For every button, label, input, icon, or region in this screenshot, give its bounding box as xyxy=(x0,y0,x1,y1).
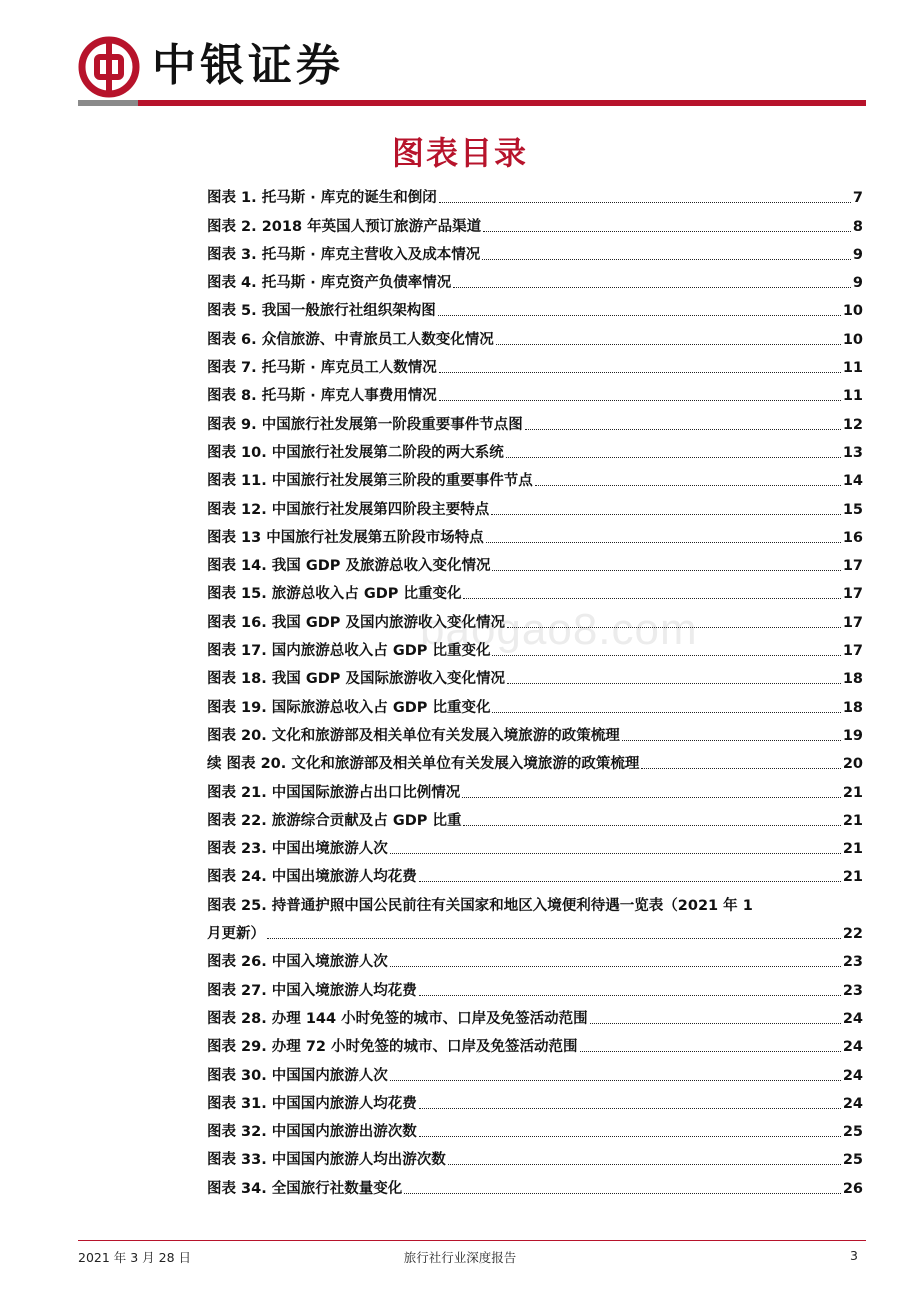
toc-entry-page: 17 xyxy=(842,614,863,631)
toc-entry-label: 图表 5. 我国一般旅行社组织架构图 xyxy=(207,303,436,320)
toc-entry[interactable] xyxy=(207,661,863,689)
dot-leader xyxy=(463,598,840,599)
dot-leader xyxy=(419,995,841,996)
toc-entry-page: 9 xyxy=(852,246,863,263)
toc-entry-label: 续 图表 20. 文化和旅游部及相关单位有关发展入境旅游的政策梳理 xyxy=(207,756,640,773)
toc-entry-page: 21 xyxy=(842,812,863,829)
brand-logo xyxy=(78,34,378,98)
dot-leader xyxy=(390,966,841,967)
toc-entry-label: 图表 18. 我国 GDP 及国际旅游收入变化情况 xyxy=(207,671,505,688)
footer-page-number: 3 xyxy=(850,1248,858,1263)
toc-entry-label: 图表 24. 中国出境旅游人均花费 xyxy=(207,869,417,886)
toc-entry-page: 18 xyxy=(842,671,863,688)
dot-leader xyxy=(463,825,840,826)
dot-leader xyxy=(267,938,841,939)
toc-entry[interactable] xyxy=(207,435,863,463)
dot-leader xyxy=(492,712,840,713)
toc-entry-page: 12 xyxy=(842,416,863,433)
toc-entry[interactable] xyxy=(207,1057,863,1085)
toc-entry-label: 图表 11. 中国旅行社发展第三阶段的重要事件节点 xyxy=(207,473,533,490)
dot-leader xyxy=(419,1136,841,1137)
toc-entry-page: 23 xyxy=(842,954,863,971)
dot-leader xyxy=(462,797,841,798)
toc-entry[interactable] xyxy=(207,746,863,774)
toc-entry[interactable] xyxy=(207,831,863,859)
dot-leader xyxy=(507,683,841,684)
dot-leader xyxy=(453,287,851,288)
header-rule-red xyxy=(138,100,866,106)
toc-entry-label: 图表 27. 中国入境旅游人均花费 xyxy=(207,982,417,999)
toc-entry-label: 图表 23. 中国出境旅游人次 xyxy=(207,841,388,858)
header-rule-gray xyxy=(78,100,138,106)
toc-entry-page: 23 xyxy=(842,982,863,999)
footer-report-title: 旅行社行业深度报告 xyxy=(403,1250,517,1265)
toc-entry-label: 图表 29. 办理 72 小时免签的城市、口岸及免签活动范围 xyxy=(207,1039,578,1056)
toc-entry[interactable] xyxy=(207,378,863,406)
toc-entry[interactable] xyxy=(207,350,863,378)
dot-leader xyxy=(390,1080,841,1081)
toc-entry[interactable] xyxy=(207,520,863,548)
dot-leader xyxy=(525,429,841,430)
toc-entry[interactable] xyxy=(207,718,863,746)
toc-entry[interactable] xyxy=(207,1086,863,1114)
toc-entry-label: 图表 20. 文化和旅游部及相关单位有关发展入境旅游的政策梳理 xyxy=(207,727,620,744)
toc-entry[interactable] xyxy=(207,548,863,576)
dot-leader xyxy=(483,231,851,232)
toc-entry[interactable] xyxy=(207,1029,863,1057)
toc-entry-page: 17 xyxy=(842,643,863,660)
toc-entry-page: 11 xyxy=(842,388,863,405)
toc-entry-label: 图表 13 中国旅行社发展第五阶段市场特点 xyxy=(207,529,484,546)
toc-entry-page: 15 xyxy=(842,501,863,518)
toc-entry-page: 11 xyxy=(842,360,863,377)
dot-leader xyxy=(535,485,841,486)
toc-entry-label: 图表 10. 中国旅行社发展第二阶段的两大系统 xyxy=(207,444,504,461)
toc-entry-label: 图表 7. 托马斯 · 库克员工人数情况 xyxy=(207,360,437,377)
toc-entry[interactable] xyxy=(207,859,863,887)
toc-entry-label: 图表 32. 中国国内旅游出游次数 xyxy=(207,1124,417,1141)
toc-entry-page: 13 xyxy=(842,444,863,461)
toc-entry-label-cont: 月更新） xyxy=(207,926,265,943)
toc-entry-label: 图表 28. 办理 144 小时免签的城市、口岸及免签活动范围 xyxy=(207,1010,588,1027)
toc-entry-page: 26 xyxy=(842,1180,863,1197)
toc-entry-page: 24 xyxy=(842,1095,863,1112)
dot-leader xyxy=(492,570,840,571)
toc-entry-page: 25 xyxy=(842,1152,863,1169)
toc-entry-label: 图表 4. 托马斯 · 库克资产负债率情况 xyxy=(207,275,452,292)
toc-entry-label: 图表 33. 中国国内旅游人均出游次数 xyxy=(207,1152,446,1169)
toc-entry[interactable] xyxy=(207,944,863,972)
dot-leader xyxy=(404,1193,841,1194)
dot-leader xyxy=(419,1108,841,1109)
dot-leader xyxy=(438,315,841,316)
toc-entry[interactable] xyxy=(207,604,863,632)
dot-leader xyxy=(439,400,841,401)
dot-leader xyxy=(507,627,841,628)
brand-name: 中银证券 xyxy=(152,40,344,91)
table-of-figures xyxy=(207,180,863,1199)
toc-entry-label: 图表 16. 我国 GDP 及国内旅游收入变化情况 xyxy=(207,614,505,631)
toc-entry[interactable] xyxy=(207,689,863,717)
toc-entry-page: 21 xyxy=(842,784,863,801)
toc-entry-page: 17 xyxy=(842,586,863,603)
toc-entry-label: 图表 14. 我国 GDP 及旅游总收入变化情况 xyxy=(207,558,491,575)
toc-entry-page: 20 xyxy=(842,756,863,773)
toc-entry[interactable] xyxy=(207,576,863,604)
footer-date: 2021 年 3 月 28 日 xyxy=(78,1250,192,1265)
dot-leader xyxy=(439,202,851,203)
toc-entry-page: 9 xyxy=(852,275,863,292)
toc-entry-page: 21 xyxy=(842,841,863,858)
toc-entry-label: 图表 12. 中国旅行社发展第四阶段主要特点 xyxy=(207,501,490,518)
toc-entry-page: 10 xyxy=(842,331,863,348)
toc-entry[interactable] xyxy=(207,887,863,944)
toc-entry[interactable] xyxy=(207,321,863,349)
toc-entry[interactable] xyxy=(207,406,863,434)
toc-entry[interactable] xyxy=(207,463,863,491)
toc-entry[interactable] xyxy=(207,803,863,831)
toc-entry[interactable] xyxy=(207,1001,863,1029)
dot-leader xyxy=(491,514,841,515)
toc-entry-label: 图表 34. 全国旅行社数量变化 xyxy=(207,1180,403,1197)
toc-entry-page: 25 xyxy=(842,1124,863,1141)
dot-leader xyxy=(492,655,840,656)
toc-entry[interactable] xyxy=(207,633,863,661)
toc-entry[interactable] xyxy=(207,774,863,802)
toc-entry-label: 图表 30. 中国国内旅游人次 xyxy=(207,1067,388,1084)
toc-entry[interactable] xyxy=(207,208,863,236)
toc-title: 图表目录 xyxy=(391,134,528,172)
toc-entry-label: 图表 2. 2018 年英国人预订旅游产品渠道 xyxy=(207,218,482,235)
bank-of-china-logo-icon xyxy=(78,36,140,98)
dot-leader xyxy=(439,372,841,373)
toc-entry[interactable] xyxy=(207,265,863,293)
toc-entry-label: 图表 9. 中国旅行社发展第一阶段重要事件节点图 xyxy=(207,416,523,433)
toc-entry[interactable] xyxy=(207,1170,863,1198)
toc-entry-label: 图表 1. 托马斯 · 库克的诞生和倒闭 xyxy=(207,190,437,207)
toc-entry-page: 10 xyxy=(842,303,863,320)
toc-entry-label: 图表 15. 旅游总收入占 GDP 比重变化 xyxy=(207,586,462,603)
toc-entry-label: 图表 19. 国际旅游总收入占 GDP 比重变化 xyxy=(207,699,491,716)
watermark: baogao8.com xyxy=(420,605,698,654)
toc-entry[interactable] xyxy=(207,491,863,519)
toc-entry[interactable] xyxy=(207,972,863,1000)
toc-entry-page: 19 xyxy=(842,727,863,744)
dot-leader xyxy=(486,542,841,543)
toc-entry[interactable] xyxy=(207,237,863,265)
toc-entry[interactable] xyxy=(207,180,863,208)
dot-leader xyxy=(506,457,841,458)
toc-entry-label: 图表 31. 中国国内旅游人均花费 xyxy=(207,1095,417,1112)
toc-entry-page: 21 xyxy=(842,869,863,886)
dot-leader xyxy=(580,1051,841,1052)
toc-entry-page: 16 xyxy=(842,529,863,546)
toc-entry-label: 图表 8. 托马斯 · 库克人事费用情况 xyxy=(207,388,437,405)
toc-entry-page: 8 xyxy=(852,218,863,235)
dot-leader xyxy=(419,881,841,882)
toc-entry-page: 14 xyxy=(842,473,863,490)
toc-entry[interactable] xyxy=(207,1142,863,1170)
toc-entry-label: 图表 6. 众信旅游、中青旅员工人数变化情况 xyxy=(207,331,494,348)
toc-entry-label: 图表 17. 国内旅游总收入占 GDP 比重变化 xyxy=(207,643,491,660)
toc-entry-page: 24 xyxy=(842,1039,863,1056)
footer-rule xyxy=(78,1240,866,1241)
toc-entry-label: 图表 21. 中国国际旅游占出口比例情况 xyxy=(207,784,461,801)
toc-entry-page: 22 xyxy=(842,926,863,943)
dot-leader xyxy=(482,259,851,260)
toc-entry-page: 7 xyxy=(852,190,863,207)
toc-entry-label: 图表 22. 旅游综合贡献及占 GDP 比重 xyxy=(207,812,462,829)
dot-leader xyxy=(590,1023,841,1024)
dot-leader xyxy=(496,344,841,345)
toc-entry-label: 图表 25. 持普通护照中国公民前往有关国家和地区入境便利待遇一览表（2021 年 1 xyxy=(207,897,753,914)
toc-entry-label: 图表 3. 托马斯 · 库克主营收入及成本情况 xyxy=(207,246,481,263)
dot-leader xyxy=(390,853,841,854)
dot-leader xyxy=(622,740,841,741)
toc-entry-page: 17 xyxy=(842,558,863,575)
toc-entry-page: 18 xyxy=(842,699,863,716)
toc-entry-page: 24 xyxy=(842,1067,863,1084)
dot-leader xyxy=(448,1164,841,1165)
toc-entry-page: 24 xyxy=(842,1010,863,1027)
dot-leader xyxy=(641,768,840,769)
toc-entry[interactable] xyxy=(207,1114,863,1142)
toc-entry-label: 图表 26. 中国入境旅游人次 xyxy=(207,954,388,971)
toc-entry[interactable] xyxy=(207,293,863,321)
